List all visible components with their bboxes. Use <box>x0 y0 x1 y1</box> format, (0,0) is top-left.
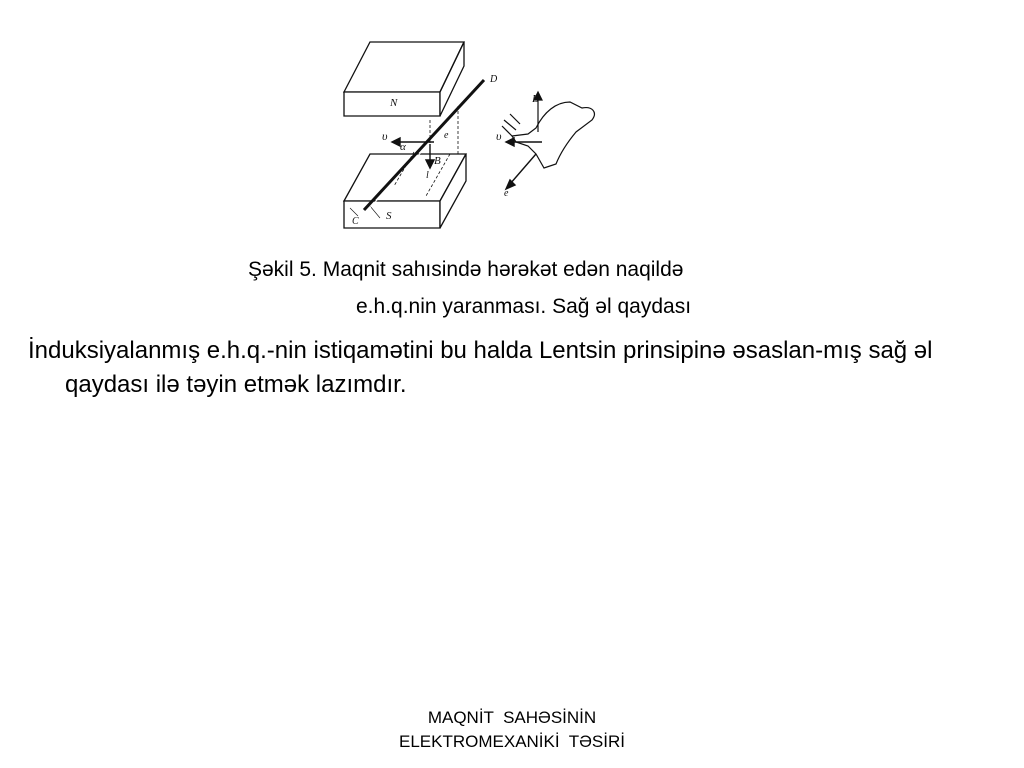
label-b-hand: B <box>532 93 539 105</box>
label-s: S <box>386 210 392 222</box>
body-paragraph: İnduksiyalanmış e.h.q.-nin istiqamətini bu halda Lentsin prinsipinə əsaslan-mış sağ əl qaydası ilə təyin etmək lazımdır. <box>28 337 933 398</box>
label-e: e <box>444 130 449 141</box>
footer-line-2: ELEKTROMEXANİKİ TƏSİRİ <box>399 732 625 751</box>
figure-drawing <box>330 36 602 236</box>
label-b: B <box>434 155 441 167</box>
figure-caption-line-1: Şəkil 5. Maqnit sahısində hərəkət edən naqildə <box>248 258 684 281</box>
emf-arrow-hand <box>506 154 536 189</box>
label-alpha: α <box>400 141 406 153</box>
label-c: C <box>352 216 359 227</box>
figure-caption-line-2: e.h.q.nin yaranması. Sağ əl qaydası <box>356 295 692 318</box>
magnet-right-hand-rule-figure <box>330 36 602 236</box>
label-v-left: υ <box>382 129 388 143</box>
label-d: D <box>490 74 498 85</box>
footer-line-1: MAQNİT SAHƏSİNİN <box>427 708 597 727</box>
label-v-right: υ <box>496 129 502 143</box>
label-l: l <box>426 170 429 181</box>
north-magnet <box>344 42 464 116</box>
label-e-hand: e <box>504 188 509 199</box>
right-hand-sketch <box>502 92 594 168</box>
label-n: N <box>390 97 398 109</box>
slide-footer <box>0 706 1024 754</box>
